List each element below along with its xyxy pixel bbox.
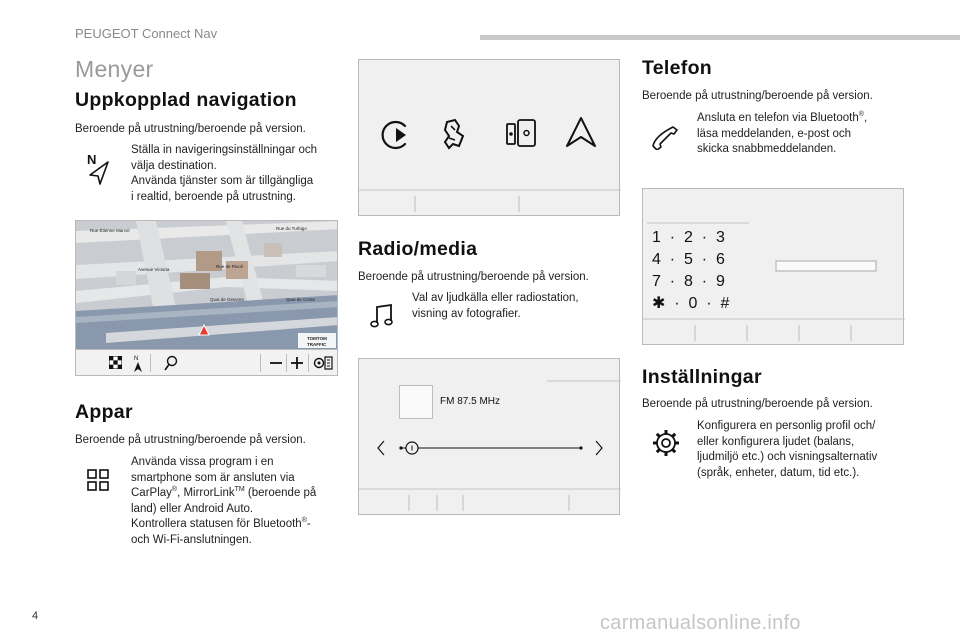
settings-gear-icon [651, 428, 681, 458]
svg-text:N: N [134, 356, 139, 362]
poi-search-icon[interactable] [164, 355, 178, 371]
running-header: PEUGEOT Connect Nav [75, 26, 218, 41]
apps-grid-icon [87, 469, 109, 491]
settings-heading: Inställningar [642, 366, 762, 388]
navigation-description: Ställa in navigeringsinställningar och välja destination. Använda tjänster som är tillgängliga i realtid, beroende på utrustning. [131, 144, 318, 203]
android-auto-icon[interactable] [567, 118, 595, 146]
section-title: Menyer [75, 56, 154, 82]
page-number: 4 [32, 610, 39, 622]
map-street-label: Avenue Victoria [138, 267, 170, 272]
previous-chevron-icon[interactable] [378, 441, 384, 455]
phone-description: Ansluta en telefon via Bluetooth®, läsa meddelanden, e-post och skicka snabbmeddelanden. [697, 111, 868, 155]
svg-text:TOMTOM: TOMTOM [307, 336, 327, 341]
phone-subtitle: Beroende på utrustning/beroende på version. [642, 90, 873, 102]
zoom-in-icon[interactable] [290, 356, 304, 370]
destination-flag-icon[interactable] [109, 356, 122, 369]
radio-media-subtitle: Beroende på utrustning/beroende på version. [358, 271, 589, 283]
next-chevron-icon[interactable] [596, 441, 602, 455]
phone-keypad[interactable]: 1 · 2 · 3 4 · 5 · 6 7 · 8 · 9 ✱ · 0 · # [652, 229, 730, 312]
svg-text:TRAFFIC: TRAFFIC [307, 342, 327, 347]
carplay-icon[interactable] [383, 122, 406, 148]
navigation-heading: Uppkopplad navigation [75, 89, 297, 111]
peugeot-lion-icon[interactable] [445, 120, 463, 148]
radio-media-description: Val av ljudkälla eller radiostation, visning av fotografier. [412, 292, 579, 320]
navigation-map-screenshot [75, 220, 338, 376]
map-toolbar [76, 349, 337, 375]
apps-subtitle: Beroende på utrustning/beroende på version. [75, 434, 306, 446]
navigation-subtitle: Beroende på utrustning/beroende på version. [75, 123, 306, 135]
settings-subtitle: Beroende på utrustning/beroende på version. [642, 398, 873, 410]
map-street-label: Quai de Gesvres [210, 297, 244, 302]
map-street-label: Rue du Turbigo [276, 226, 307, 231]
radio-screen-screenshot [358, 358, 620, 515]
map-street-label: Rue Étienne Marcel [90, 228, 130, 233]
dial-number-field[interactable] [776, 261, 876, 271]
north-up-compass-icon[interactable] [132, 353, 144, 373]
header-rule [480, 35, 960, 40]
mirrorlink-icon[interactable] [507, 120, 535, 146]
music-note-icon [370, 303, 394, 329]
map-settings-icon[interactable] [313, 355, 333, 371]
map-street-label: Quai de Corse [286, 297, 316, 302]
apps-heading: Appar [75, 401, 133, 423]
apps-description: Använda vissa program i en smartphone som är ansluten via CarPlay®, MirrorLink™ (beroende på land) eller Android Auto. Kontrollera statusen för Bluetooth®- och Wi-Fi-anslutningen. [131, 456, 317, 546]
map-view [76, 221, 338, 351]
phone-heading: Telefon [642, 57, 712, 79]
svg-text:N: N [87, 152, 97, 167]
watermark: carmanualsonline.info [600, 612, 801, 634]
navigation-icon [86, 150, 112, 186]
settings-description: Konfigurera en personlig profil och/ eller konfigurera ljudet (balans, ljudmiljö etc.) och visningsalternativ (språk, enheter, datum, tid etc.). [697, 420, 878, 479]
radio-media-heading: Radio/media [358, 238, 478, 260]
telephone-handset-icon [651, 124, 679, 150]
zoom-out-icon[interactable] [269, 356, 283, 370]
radio-station-frequency: FM 87.5 MHz [440, 396, 501, 407]
map-street-label: Rue de Rivoli [216, 264, 243, 269]
apps-screen-screenshot [358, 59, 620, 216]
